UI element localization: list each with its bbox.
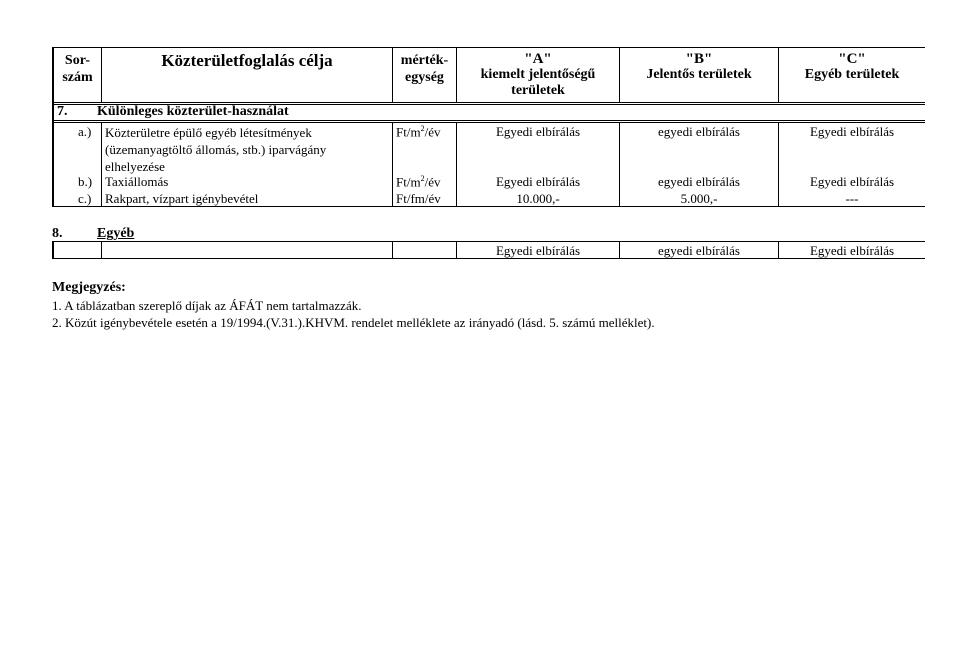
row-c-id: c.) [78, 191, 92, 206]
row-a-desc-line1: Közterületre épülő egyéb létesítmények [105, 125, 312, 140]
row-b-colA: Egyedi elbírálás [495, 174, 581, 189]
header-sorszam-line1: Sor- [64, 53, 91, 68]
row-c-colB: 5.000,- [680, 191, 718, 206]
header-colA-line2: területek [511, 83, 565, 98]
section8-number: 8. [52, 226, 63, 241]
section8-colC: Egyedi elbírálás [809, 243, 895, 258]
row-a-desc-line3: elhelyezése [105, 159, 165, 174]
section7-title: Különleges közterület-használat [97, 104, 289, 119]
notes-title: Megjegyzés: [52, 280, 126, 295]
header-colB-code: "B" [685, 51, 713, 67]
header-colC-line1: Egyéb területek [804, 67, 900, 82]
row-b-id: b.) [78, 174, 93, 189]
row-c-desc: Rakpart, vízpart igénybevétel [105, 191, 259, 206]
row-c-colA: 10.000,- [516, 191, 560, 206]
header-colA-code: "A" [524, 51, 552, 67]
row-b-unit: $Ft/m^2/év$ [396, 174, 441, 190]
header-unit-line2: egység [405, 70, 444, 85]
section7-number: 7. [57, 104, 68, 119]
header-unit-line1: mérték- [400, 53, 449, 68]
row-a-colA: Egyedi elbírálás [495, 124, 581, 139]
row-c-unit: Ft/fm/év [396, 191, 441, 206]
header-title: Közterületfoglalás célja [161, 51, 333, 70]
row-a-unit: $Ft/m^2/év$ [396, 124, 441, 140]
header-sorszam-line2: szám [62, 70, 93, 85]
header-colA-line1: kiemelt jelentőségű [480, 67, 596, 82]
row-c-colC: --- [845, 191, 859, 206]
header-colB-line1: Jelentős területek [646, 67, 752, 82]
header-colC-code: "C" [838, 51, 866, 67]
row-a-id: a.) [78, 124, 92, 139]
section8-title: Egyéb [97, 226, 135, 241]
note-2: 2. Közút igénybevétele esetén a 19/1994.(V.31.).KHVM. rendelet melléklete az irányadó (lásd. 5. számú melléklet). [52, 315, 655, 330]
row-b-desc: Taxiállomás [105, 174, 169, 189]
section8-colA: Egyedi elbírálás [495, 243, 581, 258]
row-a-colB: egyedi elbírálás [658, 124, 740, 139]
row-b-colB: egyedi elbírálás [658, 174, 740, 189]
row-a-colC: Egyedi elbírálás [809, 124, 895, 139]
row-a-desc-line2: (üzemanyagtöltő állomás, stb.) iparvágány [105, 142, 327, 157]
note-1: 1. A táblázatban szereplő díjak az ÁFÁT nem tartalmazzák. [52, 298, 362, 313]
row-b-colC: Egyedi elbírálás [809, 174, 895, 189]
section8-colB: egyedi elbírálás [658, 243, 740, 258]
